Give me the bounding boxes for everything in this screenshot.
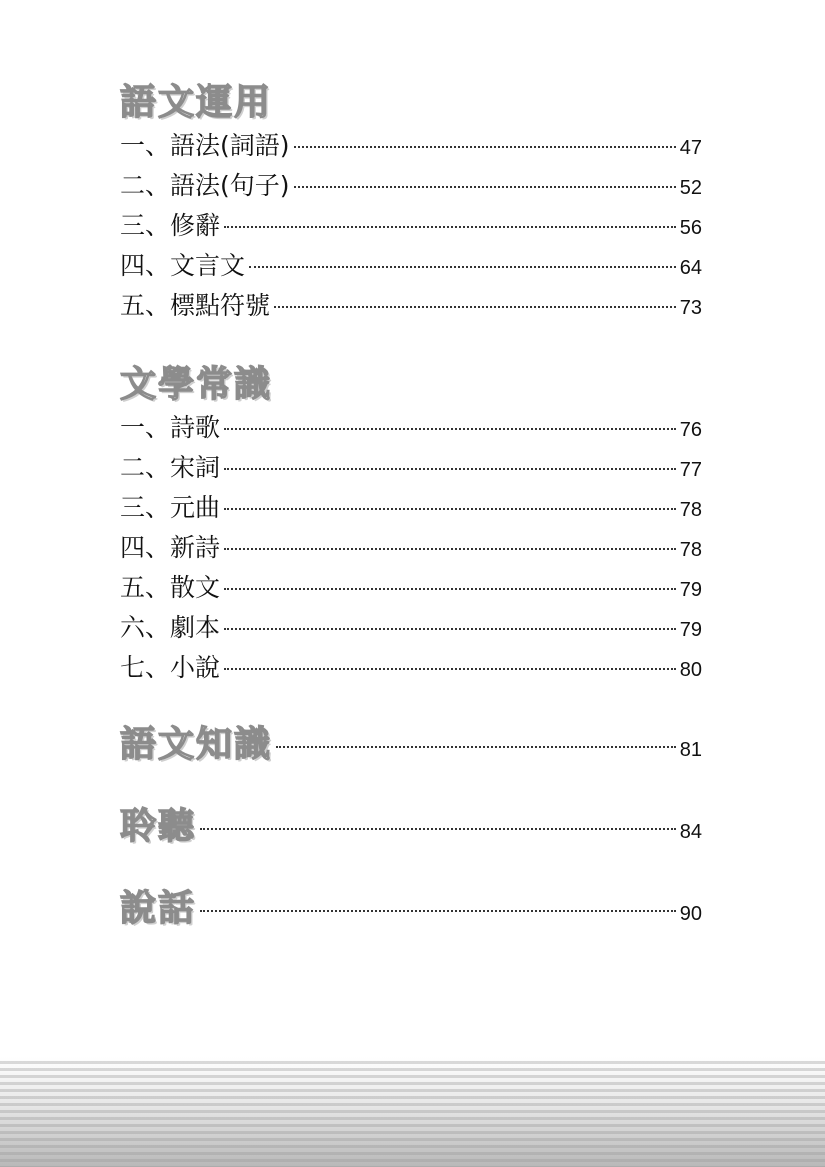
dot-leader bbox=[224, 548, 676, 550]
entry-label: 一、語法(詞語) bbox=[120, 131, 290, 160]
toc-entry[interactable] bbox=[120, 206, 702, 246]
page-number: 81 bbox=[679, 739, 702, 761]
page-number: 77 bbox=[679, 459, 702, 481]
dot-leader bbox=[200, 910, 676, 912]
toc-heading-entry[interactable] bbox=[120, 804, 702, 854]
page-number: 78 bbox=[679, 499, 702, 521]
toc-entry[interactable] bbox=[120, 648, 702, 688]
dot-leader bbox=[224, 668, 676, 670]
toc-entry[interactable] bbox=[120, 408, 702, 448]
entry-label: 四、文言文 bbox=[120, 251, 246, 280]
spacer bbox=[120, 688, 702, 722]
dot-leader bbox=[224, 226, 676, 228]
toc-entry[interactable] bbox=[120, 246, 702, 286]
dot-leader bbox=[224, 588, 676, 590]
page-number: 64 bbox=[679, 257, 702, 279]
page-number: 78 bbox=[679, 539, 702, 561]
dot-leader bbox=[294, 186, 676, 188]
dot-leader bbox=[200, 828, 676, 830]
page-number: 84 bbox=[679, 821, 702, 843]
page-number: 76 bbox=[679, 419, 702, 441]
page-number: 56 bbox=[679, 217, 702, 239]
toc-entry[interactable] bbox=[120, 488, 702, 528]
entry-label: 三、修辭 bbox=[120, 211, 221, 240]
dot-leader bbox=[224, 508, 676, 510]
section-heading: 語文運用 bbox=[120, 82, 273, 123]
toc-entry[interactable] bbox=[120, 528, 702, 568]
toc-entry[interactable] bbox=[120, 608, 702, 648]
page-number: 79 bbox=[679, 619, 702, 641]
dot-leader bbox=[274, 306, 676, 308]
entry-label: 二、宋詞 bbox=[120, 453, 221, 482]
page-number: 90 bbox=[679, 903, 702, 925]
section-language-use bbox=[120, 80, 702, 326]
page-number: 52 bbox=[679, 177, 702, 199]
toc-entry[interactable] bbox=[120, 166, 702, 206]
section-heading: 語文知識 bbox=[120, 724, 273, 765]
footer-decoration bbox=[0, 1057, 825, 1167]
spacer bbox=[120, 326, 702, 362]
toc-entry[interactable] bbox=[120, 448, 702, 488]
entry-label: 一、詩歌 bbox=[120, 413, 221, 442]
dot-leader bbox=[224, 468, 676, 470]
dot-leader bbox=[224, 428, 676, 430]
dot-leader bbox=[294, 146, 676, 148]
dot-leader bbox=[224, 628, 676, 630]
dot-leader bbox=[249, 266, 676, 268]
toc-entry[interactable] bbox=[120, 286, 702, 326]
section-literary-knowledge bbox=[120, 362, 702, 688]
toc-entry[interactable] bbox=[120, 126, 702, 166]
entry-label: 二、語法(句子) bbox=[120, 171, 290, 200]
entry-label: 七、小說 bbox=[120, 653, 221, 682]
entry-label: 六、劇本 bbox=[120, 613, 221, 642]
page-number: 47 bbox=[679, 137, 702, 159]
page-number: 79 bbox=[679, 579, 702, 601]
entry-label: 五、標點符號 bbox=[120, 291, 271, 320]
table-of-contents bbox=[120, 80, 702, 936]
spacer bbox=[120, 854, 702, 886]
page-number: 73 bbox=[679, 297, 702, 319]
section-heading: 聆聽 bbox=[120, 806, 197, 847]
entry-label: 四、新詩 bbox=[120, 533, 221, 562]
entry-label: 三、元曲 bbox=[120, 493, 221, 522]
section-heading: 說話 bbox=[120, 888, 197, 929]
section-heading: 文學常識 bbox=[120, 364, 273, 405]
toc-heading-entry[interactable] bbox=[120, 722, 702, 772]
toc-heading-entry[interactable] bbox=[120, 886, 702, 936]
spacer bbox=[120, 772, 702, 804]
page-number: 80 bbox=[679, 659, 702, 681]
dot-leader bbox=[276, 746, 676, 748]
entry-label: 五、散文 bbox=[120, 573, 221, 602]
toc-entry[interactable] bbox=[120, 568, 702, 608]
